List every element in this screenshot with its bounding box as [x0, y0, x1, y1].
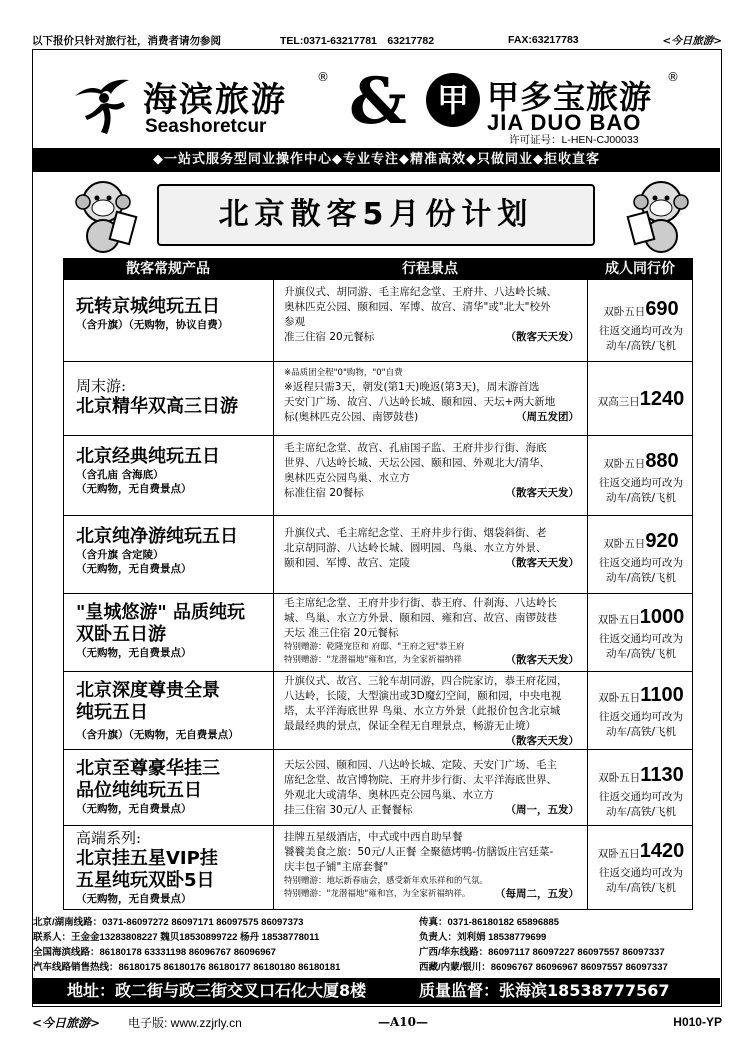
itinerary-line: 毛主席纪念堂、王府井步行街、恭王府、什刹海、八达岭长 — [284, 597, 557, 609]
price-line — [588, 298, 694, 321]
bonus-tour-line: （每周二，五发） 特别赠游："龙潜福地"雍和宫，为全家祈福纳祥。 — [284, 888, 579, 900]
contact-line: 全国海滨线路：86180178 63331198 86096767 86096967 — [33, 947, 276, 958]
price-line — [588, 530, 694, 553]
price-cell — [588, 280, 694, 361]
itinerary-line: 外观北大或清华、奥林匹克公园鸟巢、水立方 — [284, 789, 494, 801]
itinerary-cell — [274, 672, 588, 749]
monkey-mascot-icon-2 — [621, 176, 691, 256]
price-type: 双卧五日 — [603, 458, 646, 470]
departure-tag: （散客天天发） — [505, 331, 579, 343]
price-line — [588, 840, 694, 863]
price-cell — [588, 672, 694, 749]
address: 地址：政二街与政三街交叉口石化大厦8楼 — [67, 981, 367, 1000]
product-cell — [64, 594, 274, 671]
price-cell — [588, 362, 694, 435]
price-type: 双卧五日 — [598, 772, 641, 784]
accommodation-info: 准三住宿 20元餐标 — [284, 331, 375, 343]
column-header-product: 散客常规产品 — [126, 261, 210, 277]
product-name-line-2: 纯玩五日 — [76, 702, 148, 723]
itinerary-line: 升旗仪式、故宫、三轮车胡同游，四合院家访，恭王府花园， — [284, 675, 568, 687]
itinerary-line — [284, 486, 579, 501]
product-name-line-2: 双卧五日游 — [76, 624, 166, 645]
table-row — [63, 672, 693, 750]
registered-mark: ® — [317, 70, 329, 84]
contact-line: 传真：0371-86180182 65896885 — [419, 917, 559, 928]
itinerary-line: 八达岭，长陵，大型演出或3D魔幻空间，颐和园，中央电视 — [284, 690, 562, 702]
transport-note: 往返交通均可改为 动车/高铁/飞机 — [599, 477, 683, 504]
contact-line: 西藏/内蒙/银川：86096767 86096967 86097557 86097337 — [419, 962, 668, 973]
price-value: 690 — [645, 298, 679, 320]
product-cell — [64, 516, 274, 593]
itinerary-line: 天安门广场、故宫、八达岭长城、颐和园、天坛+两大新地 — [284, 396, 556, 408]
price-line — [588, 606, 694, 629]
product-subtitle: （无购物，无自费景点） — [76, 893, 192, 905]
itinerary-cell — [274, 750, 588, 825]
product-cell — [64, 826, 274, 909]
itinerary-line: 奥林匹克公园、颐和园、军博、故宫、清华"或"北大"校外 — [284, 301, 551, 313]
product-name: 北京深度尊贵全景 — [76, 680, 220, 701]
page-frame — [32, 49, 722, 1007]
footer-brand: <今日旅游> — [32, 1015, 101, 1030]
departure-tag: （周一，五发） — [505, 804, 579, 816]
price-cell — [588, 516, 694, 593]
product-name-line-2: 五星纯玩双卧5日 — [76, 870, 215, 891]
itinerary-line: 世界、八达岭长城、天坛公园、颐和园、外观北大/清华、 — [284, 457, 551, 469]
itinerary-line: 北京胡同游、八达岭长城、圆明园、鸟巢、水立方外景、 — [284, 542, 547, 554]
product-name: 北京经典纯玩五日 — [76, 446, 220, 467]
product-name: 北京至尊豪华挂三 — [76, 758, 220, 779]
price-type: 双卧五日 — [603, 306, 646, 318]
product-subtitle: （无购物，无自费景点） — [76, 563, 192, 575]
product-cell — [64, 362, 274, 435]
agency-only-notice: 以下报价只针对旅行社，消费者请勿参阅 — [32, 34, 221, 47]
bonus-tour-line: 特别赠游：乾隆宠臣和 府邸、"王府之冠"恭王府 — [284, 642, 465, 652]
product-subtitle: （无购物，无自费景点） — [76, 647, 192, 659]
transport-note: 往返交通均可改为 动车/高铁/飞机 — [599, 557, 683, 584]
jumping-figure-logo-icon — [71, 70, 137, 140]
price-type: 双卧五日 — [598, 692, 641, 704]
product-subtitle: （含升旗）（无购物，协议自费） — [76, 319, 229, 331]
table-row — [63, 826, 693, 910]
price-type: 双卧五日 — [603, 538, 646, 550]
itinerary-line: 庆丰包子铺"主席套餐" — [284, 861, 389, 873]
itinerary-line: 升旗仪式、毛主席纪念堂、王府井步行街、烟袋斜街、老 — [284, 527, 547, 539]
itinerary-line: （散客天天发） 颐和园、军博、故宫、定陵 — [284, 557, 579, 569]
title-box — [157, 184, 595, 246]
bonus-tour-line: （散客天天发） 特别赠游："龙潜福地"雍和宫，为全家祈福纳祥 — [284, 654, 579, 666]
departure-tag: （每周二，五发） — [495, 888, 579, 900]
table-row — [63, 594, 693, 672]
transport-note: 往返交通均可改为 动车/高铁/飞机 — [599, 633, 683, 660]
product-name: 北京精华双高三日游 — [76, 396, 238, 417]
jiaduobao-english-name: JIA DUO BAO — [487, 110, 642, 135]
fax-number: FAX:63217783 — [508, 34, 579, 46]
itinerary-line: 毛主席纪念堂、故宫、孔庙国子监、王府井步行街、海底 — [284, 442, 547, 454]
itinerary-line: 参观 — [284, 316, 305, 328]
itinerary-line — [284, 734, 579, 749]
itinerary-line: 最最经典的景点，保证全程无自理景点，畅游无止境） — [284, 720, 536, 732]
contact-line: 广西/华东线路：86097117 86097227 86097557 86097337 — [419, 947, 665, 958]
itinerary-line: 天坛公园、颐和园、八达岭长城、定陵、天安门广场、毛主 — [284, 759, 557, 771]
product-name: "皇城悠游" 品质纯玩 — [76, 602, 246, 623]
transport-note: 往返交通均可改为 动车/高铁/飞机 — [599, 867, 683, 894]
price-cell — [588, 750, 694, 825]
price-value: 1100 — [640, 684, 684, 706]
price-line — [588, 388, 694, 411]
accommodation-info: 标准住宿 20餐标 — [284, 487, 364, 499]
price-value: 1240 — [639, 388, 685, 410]
product-subtitle: （无购物，无自费景点） — [76, 803, 192, 815]
departure-tag: （散客天天发） — [505, 735, 579, 747]
itinerary-line: （周五发团） 标(奥林匹克公园、南锣鼓巷) — [284, 411, 579, 423]
table-row — [63, 280, 693, 362]
price-value: 1130 — [640, 764, 684, 786]
series-label: 周末游: — [76, 377, 127, 395]
product-name: 北京挂五星VIP挂 — [76, 848, 218, 869]
quality-supervision: 质量监督：张海滨18538777567 — [419, 981, 670, 1000]
table-row — [63, 436, 693, 516]
product-subtitle: （无购物，无自费景点） — [76, 483, 192, 495]
ampersand: & — [349, 64, 407, 139]
contact-line: 汽车线路销售热线：86180175 86180176 86180177 86180180 86180181 — [33, 962, 341, 973]
itinerary-line: 挂牌五星级酒店，中式或中西自助早餐 — [284, 831, 463, 843]
price-line — [588, 450, 694, 473]
itinerary-line: 饕餮美食之旅：50元/人正餐 全聚德烤鸭-仿膳饭庄宫廷菜- — [284, 846, 554, 858]
itinerary-cell — [274, 594, 588, 671]
jiaduobao-brand-name: 甲多宝旅游 — [487, 78, 653, 116]
product-subtitle: （含升旗）（无购物，无自费景点） — [76, 729, 239, 741]
price-cell — [588, 594, 694, 671]
price-line — [588, 684, 694, 707]
monkey-mascot-icon — [73, 176, 143, 256]
header — [33, 50, 720, 148]
itinerary-line: 升旗仪式、胡同游、毛主席纪念堂、王府井、八达岭长城、 — [284, 286, 557, 298]
itinerary-cell — [274, 826, 588, 909]
transport-note: 往返交通均可改为 动车/高铁/飞机 — [599, 791, 683, 818]
registered-mark-2: ® — [667, 70, 679, 84]
address-bar — [33, 978, 720, 1004]
itinerary-cell — [274, 436, 588, 515]
itinerary-line: 天坛 准三住宿 20元餐标 — [284, 627, 399, 639]
contact-line: 联系人：王金金13283808227 魏贝18530899722 杨丹 18538778011 — [33, 932, 320, 943]
itinerary-cell — [274, 280, 588, 361]
departure-tag: （周五发团） — [516, 411, 579, 423]
product-subtitle: （含升旗 含定陵） — [76, 549, 164, 561]
table-row — [63, 750, 693, 826]
haibin-brand-name: 海滨旅游 — [143, 80, 287, 120]
price-value: 880 — [645, 450, 679, 472]
itinerary-line — [284, 803, 579, 818]
product-cell — [64, 672, 274, 749]
jiaduobao-logo-icon — [425, 72, 481, 128]
contact-line: 北京/湖南线路：0371-86097272 86097171 86097575 86097373 — [33, 917, 304, 928]
footer — [32, 1012, 722, 1032]
column-header-itinerary: 行程景点 — [402, 261, 458, 277]
publication-brand: <今日旅游> — [662, 34, 722, 47]
accommodation-info: 挂三住宿 30元/人 正餐餐标 — [284, 804, 413, 816]
price-value: 920 — [645, 530, 679, 552]
itinerary-line: 席纪念堂、故宫博物院、王府井步行街、太平洋海底世界、 — [284, 774, 557, 786]
license-number: 许可证号：L-HEN-CJ00033 — [509, 134, 639, 146]
product-cell — [64, 750, 274, 825]
itinerary-cell — [274, 516, 588, 593]
page-number: —A10— — [378, 1015, 429, 1029]
price-type: 双高三日 — [597, 396, 640, 408]
product-name: 玩转京城纯玩五日 — [76, 296, 220, 317]
departure-tag: （散客天天发） — [505, 654, 579, 666]
bonus-tour-line: 特别赠游：地坛新春庙会，感受新年欢乐祥和的气氛。 — [284, 876, 489, 886]
haibin-english-name: Seashoretcur — [145, 116, 267, 137]
price-type: 双卧五日 — [597, 848, 640, 860]
itinerary-line: 城、鸟巢、水立方外景、颐和园、雍和宫、故宫、南锣鼓巷 — [284, 612, 557, 624]
jiaduobao-glyph: 甲 — [436, 81, 470, 119]
table-row — [63, 516, 693, 594]
itinerary-line — [284, 330, 579, 345]
itinerary-line: ※返程只需3天，朝发(第1天)晚返(第3天)，周末游首选 — [284, 381, 540, 393]
itinerary-cell — [274, 362, 588, 435]
product-cell — [64, 280, 274, 361]
footer-website[interactable]: 电子版: www.zzjrly.cn — [128, 1015, 242, 1030]
table-header — [63, 258, 693, 280]
page-code: H010-YP — [673, 1015, 722, 1029]
price-type: 双卧五日 — [597, 614, 640, 626]
departure-tag: （散客天天发） — [505, 557, 579, 569]
departure-tag: （散客天天发） — [505, 487, 579, 499]
price-line — [588, 764, 694, 787]
price-value: 1420 — [639, 840, 685, 862]
top-info-bar — [32, 30, 722, 50]
telephone-numbers: TEL:0371-63217781 63217782 — [280, 34, 435, 47]
itinerary-line: 塔，太平洋海底世界 鸟巢、水立方外景（此报价包含北京城 — [284, 705, 561, 717]
slogan-banner: ◆一站式服务型同业操作中心◆专业专注◆精准高效◆只做同业◆拒收直客 — [33, 148, 720, 172]
table-row — [63, 362, 693, 436]
product-name: 北京纯净游纯玩五日 — [76, 526, 238, 547]
price-cell — [588, 436, 694, 515]
itinerary-note: ※品质团全程"0"购物，"0"自费 — [284, 368, 403, 378]
price-cell — [588, 826, 694, 909]
price-value: 1000 — [639, 606, 685, 628]
product-subtitle: （含孔庙 含海底） — [76, 469, 164, 481]
transport-note: 往返交通均可改为 动车/高铁/飞机 — [599, 325, 683, 352]
contact-line: 负责人：刘利娟 18538779699 — [419, 932, 547, 943]
transport-note: 往返交通均可改为 动车/高铁/飞机 — [599, 711, 683, 738]
series-label: 高端系列: — [76, 829, 142, 847]
page-title: 北京散客5月份计划 — [218, 197, 534, 232]
column-header-price: 成人同行价 — [605, 261, 675, 277]
itinerary-line: 奥林匹克公园鸟巢、水立方 — [284, 472, 410, 484]
product-name-line-2: 品位纯纯玩五日 — [76, 780, 202, 801]
product-cell — [64, 436, 274, 515]
